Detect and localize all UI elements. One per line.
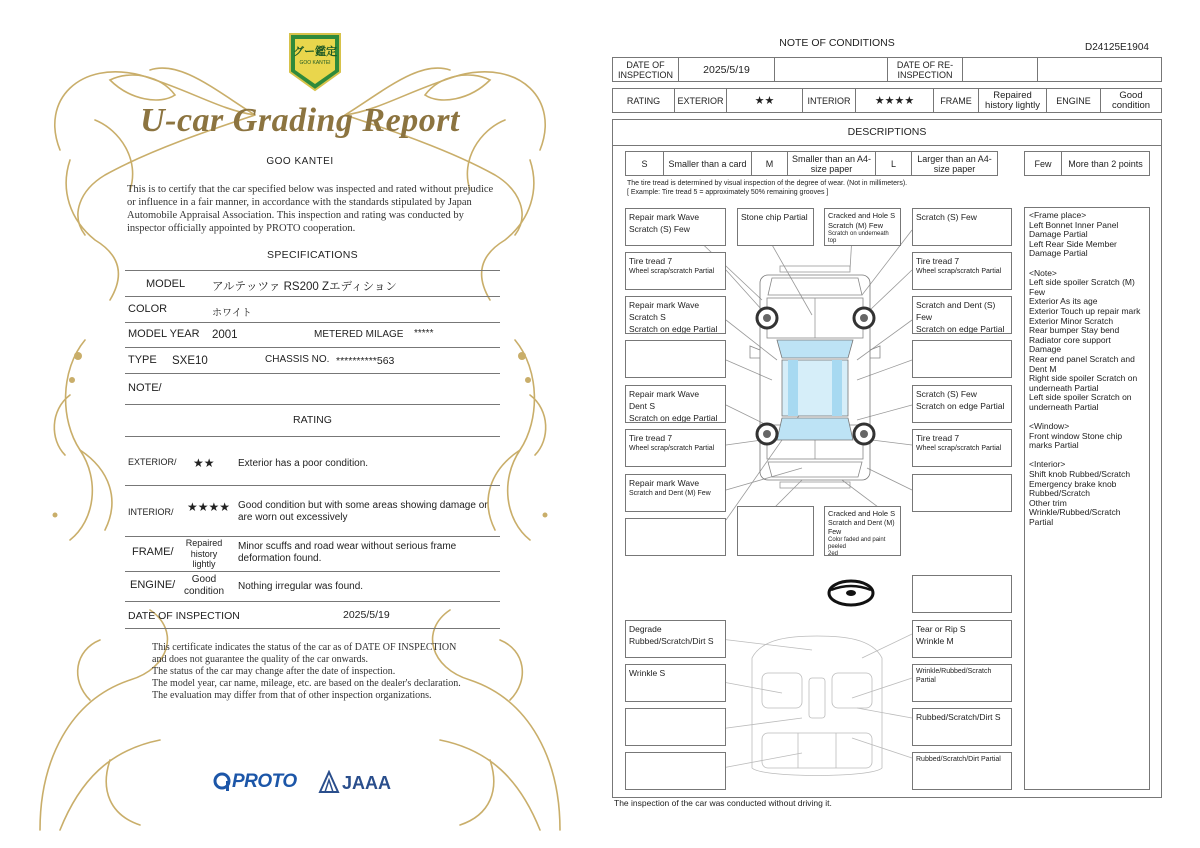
condition-text: Wheel scrap/scratch Partial bbox=[629, 268, 715, 275]
condition-text: Scratch S bbox=[629, 312, 666, 322]
condition-text: Rubbed/Scratch/Dirt S bbox=[629, 636, 714, 646]
conditions-footer: The inspection of the car was conducted without driving it. bbox=[614, 798, 832, 808]
condition-box-windshield bbox=[737, 208, 814, 246]
condition-box-interior-front-left bbox=[625, 620, 726, 658]
condition-box-rear-right-tire bbox=[912, 429, 1012, 467]
chassis-value: **********563 bbox=[336, 355, 395, 367]
condition-text: Scratch (M) Few bbox=[828, 221, 884, 230]
condition-text: Tire tread 7 bbox=[916, 256, 960, 266]
disclaimer-line: The model year, car name, mileage, etc. are based on the dealer's declaration. bbox=[152, 678, 461, 689]
proto-logo-text: PROTO bbox=[232, 771, 297, 792]
condition-text: Tire tread 7 bbox=[916, 433, 960, 443]
type-label: TYPE bbox=[128, 354, 157, 366]
condition-text: Wrinkle M bbox=[916, 636, 954, 646]
condition-text: Scratch on edge Partial bbox=[916, 401, 1005, 411]
condition-box-interior-rear-left-empty bbox=[625, 752, 726, 790]
condition-box-interior-middle-left-empty bbox=[625, 708, 726, 746]
condition-text: Cracked and Hole S bbox=[828, 211, 896, 220]
condition-box-rear-bumper bbox=[824, 506, 901, 556]
jaaa-logo-text: JAAA bbox=[342, 773, 392, 793]
date-of-inspection-value: 2025/5/19 bbox=[679, 58, 775, 81]
document-id: D24125E1904 bbox=[1085, 42, 1149, 53]
color-label: COLOR bbox=[128, 303, 168, 315]
metered-mileage-label: METERED MILAGE bbox=[314, 329, 404, 340]
legend-few: Few bbox=[1025, 152, 1062, 175]
badge-subtext: GOO KANTEI bbox=[299, 60, 331, 66]
condition-box-rear-right-empty bbox=[912, 474, 1012, 512]
condition-text: Tear or Rip S bbox=[916, 624, 966, 634]
condition-text: Tire tread 7 bbox=[629, 433, 673, 443]
frame-description: Minor scuffs and road wear without serious frame deformation found. bbox=[238, 541, 457, 564]
condition-text: Cracked and Hole S bbox=[828, 509, 896, 518]
date-of-reinspection-value bbox=[963, 58, 1038, 81]
condition-text: Rubbed/Scratch/Dirt S bbox=[916, 712, 1001, 722]
condition-box-left-door-empty bbox=[625, 340, 726, 378]
rating-label: RATING bbox=[613, 89, 675, 112]
condition-box-front-left-tire bbox=[625, 252, 726, 290]
condition-text: Scratch and Dent (S) Few bbox=[916, 300, 996, 322]
model-value: アルテッツァ RS200 Zエディション bbox=[212, 281, 397, 293]
condition-text: Repair mark Wave bbox=[629, 389, 700, 399]
interior-description: Good condition but with some areas showing damage or are worn out excessively bbox=[238, 500, 488, 523]
condition-text: Wheel scrap/scratch Partial bbox=[916, 445, 1002, 452]
condition-text: Repair mark Wave bbox=[629, 478, 700, 488]
condition-text: Scratch on edge Partial bbox=[629, 324, 718, 334]
interior-label: INTERIOR bbox=[803, 89, 856, 112]
exterior-description: Exterior has a poor condition. bbox=[238, 458, 369, 469]
reinspection-cells bbox=[887, 57, 1162, 82]
condition-text: Scratch on edge Partial bbox=[629, 413, 718, 423]
condition-box-front-right-tire bbox=[912, 252, 1012, 290]
condition-text: 2ed bbox=[828, 551, 839, 556]
metered-mileage-value: ***** bbox=[414, 328, 434, 339]
condition-text: Scratch (S) Few bbox=[916, 389, 977, 399]
tread-example: [ Example: Tire tread 5 = approximately 50% remaining grooves ] bbox=[627, 189, 829, 196]
exterior-label: EXTERIOR bbox=[675, 89, 727, 112]
condition-box-trunk-empty bbox=[737, 506, 814, 556]
legend-m-desc: Smaller than an A4-size paper bbox=[788, 152, 876, 175]
condition-box-interior-front-right bbox=[912, 620, 1012, 658]
legend-s: S bbox=[626, 152, 664, 175]
disclaimer-line: This certificate indicates the status of the car as of DATE OF INSPECTION and does not guarantee the quality of the car onwards. bbox=[152, 642, 457, 665]
condition-text: Rubbed/Scratch/Dirt Partial bbox=[916, 756, 1001, 763]
model-label: MODEL bbox=[146, 278, 186, 290]
condition-text: Wrinkle S bbox=[629, 668, 666, 678]
condition-text: Tire tread 7 bbox=[629, 256, 673, 266]
frame-label: FRAME/ bbox=[132, 546, 174, 558]
condition-text: Wheel scrap/scratch Partial bbox=[629, 445, 715, 452]
condition-text: Scratch and Dent (M) Few bbox=[828, 520, 895, 536]
condition-box-right-door-empty bbox=[912, 340, 1012, 378]
rating-heading: RATING bbox=[293, 414, 332, 426]
disclaimer bbox=[152, 642, 467, 702]
jaaa-logo-icon bbox=[318, 770, 340, 794]
tread-note: The tire tread is determined by visual inspection of the degree of wear. (Not in millimeters). bbox=[627, 180, 908, 187]
exterior-label: EXTERIOR/ bbox=[128, 457, 177, 467]
condition-box-front-left bbox=[625, 208, 726, 246]
condition-box-interior-passenger-seat bbox=[912, 664, 1012, 702]
report-subtitle: GOO KANTEI bbox=[266, 156, 334, 167]
date-of-inspection-value: 2025/5/19 bbox=[343, 609, 390, 621]
chassis-label: CHASSIS NO. bbox=[265, 354, 330, 365]
frame-value: Repaired history lightly bbox=[185, 538, 223, 569]
rating-row bbox=[612, 88, 1162, 113]
specifications-heading: SPECIFICATIONS bbox=[267, 249, 358, 261]
frame-label: FRAME bbox=[934, 89, 979, 112]
steering-wheel-icon bbox=[826, 578, 876, 608]
condition-text: Scratch (S) Few bbox=[916, 212, 977, 222]
condition-box-rear-left bbox=[625, 474, 726, 512]
descriptions-heading: DESCRIPTIONS bbox=[847, 126, 927, 138]
condition-text: Scratch (S) Few bbox=[629, 224, 690, 234]
legend-m: M bbox=[752, 152, 788, 175]
condition-box-interior-driver-seat bbox=[625, 664, 726, 702]
condition-box-bonnet bbox=[824, 208, 901, 246]
condition-box-left-rear-fender bbox=[625, 385, 726, 423]
condition-text: Scratch on edge Partial bbox=[916, 324, 1005, 334]
engine-description: Nothing irregular was found. bbox=[238, 581, 364, 592]
size-legend bbox=[625, 151, 998, 176]
interior-stars: ★★★★ bbox=[187, 500, 231, 514]
condition-box-interior-rear-right bbox=[912, 752, 1012, 790]
condition-text: Repair mark Wave bbox=[629, 300, 700, 310]
condition-text: Color faded and paint peeled bbox=[828, 537, 886, 550]
certification-statement: This is to certify that the car specified below was inspected and rated without prejudice or influence in a fair manner, in accordance with the standards stipulated by Japan Automobile Appraisal Association. This inspection and rating was conducted by inspector officially appointed by PROTO cooperation. bbox=[127, 184, 494, 234]
condition-text: Wrinkle/Rubbed/Scratch Partial bbox=[916, 668, 992, 684]
date-of-inspection-label: DATE OF INSPECTION bbox=[128, 610, 240, 622]
engine-label: ENGINE bbox=[1047, 89, 1101, 112]
condition-box-interior-console bbox=[912, 708, 1012, 746]
condition-text: Wheel scrap/scratch Partial bbox=[916, 268, 1002, 275]
engine-label: ENGINE/ bbox=[130, 579, 176, 591]
type-value: SXE10 bbox=[172, 355, 208, 367]
exterior-stars: ★★ bbox=[193, 456, 215, 470]
report-title: U-car Grading Report bbox=[140, 102, 460, 139]
condition-text: Dent S bbox=[629, 401, 655, 411]
condition-text: top bbox=[828, 238, 837, 244]
engine-value: Good condition bbox=[183, 574, 225, 597]
interior-label: INTERIOR/ bbox=[128, 507, 174, 517]
condition-box-dashboard-empty bbox=[912, 575, 1012, 613]
disclaimer-line: The status of the car may change after the date of inspection. bbox=[152, 666, 396, 677]
condition-text: Stone chip Partial bbox=[741, 212, 808, 222]
legend-l: L bbox=[876, 152, 912, 175]
date-of-inspection-label: DATE OF INSPECTION bbox=[613, 58, 679, 81]
legend-few-desc: More than 2 points bbox=[1068, 158, 1143, 169]
conditions-title: NOTE OF CONDITIONS bbox=[779, 37, 895, 49]
date-of-reinspection-label: DATE OF RE-INSPECTION bbox=[888, 58, 963, 81]
condition-text: Scratch and Dent (M) Few bbox=[629, 490, 711, 497]
condition-box-left-front-fender bbox=[625, 296, 726, 334]
legend-l-desc: Larger than an A4-size paper bbox=[917, 153, 992, 174]
note-label: NOTE/ bbox=[128, 382, 162, 394]
disclaimer-line: The evaluation may differ from that of other inspection organizations. bbox=[152, 690, 432, 701]
badge-text: グー鑑定 bbox=[293, 46, 337, 58]
condition-box-front-right bbox=[912, 208, 1012, 246]
model-year-value: 2001 bbox=[212, 329, 238, 341]
engine-value: Good condition bbox=[1111, 89, 1151, 111]
color-value: ホワイト bbox=[212, 308, 252, 319]
condition-text: Repair mark Wave bbox=[629, 212, 700, 222]
few-legend bbox=[1024, 151, 1150, 176]
condition-notes: <Frame place> Left Bonnet Inner Panel Damage Partial Left Rear Side Member Damage Partial <Note> Left side spoiler Scratch (M) Few Exterior As its age Exterior Touch up repair mark Exterior Minor Scratch Rear bumper Stay bend Radiator core support Damage Rear end panel Scratch and Dent M Right side spoiler Scratch on underneath Partial Left side spoiler Scratch on underneath Partial <Window> Front window Stone chip marks Partial <Interior> Shift knob Rubbed/Scratch Emergency brake knob Rubbed/Scratch Other trim Wrinkle/Rubbed/Scratch Partial bbox=[1024, 207, 1150, 790]
condition-box-right-rear-fender bbox=[912, 385, 1012, 423]
model-year-label: MODEL YEAR bbox=[128, 328, 200, 340]
exterior-stars: ★★ bbox=[727, 89, 803, 112]
condition-text: Scratch on underneath bbox=[828, 231, 889, 237]
goo-kantei-badge-icon bbox=[286, 30, 344, 92]
condition-box-bottom-left-empty bbox=[625, 518, 726, 556]
proto-logo-icon bbox=[213, 770, 231, 792]
condition-box-right-front-fender bbox=[912, 296, 1012, 334]
condition-box-rear-left-tire bbox=[625, 429, 726, 467]
frame-value: Repaired history lightly bbox=[979, 89, 1047, 112]
legend-s-desc: Smaller than a card bbox=[664, 152, 752, 175]
condition-text: Degrade bbox=[629, 624, 662, 634]
interior-stars: ★★★★ bbox=[856, 89, 934, 112]
